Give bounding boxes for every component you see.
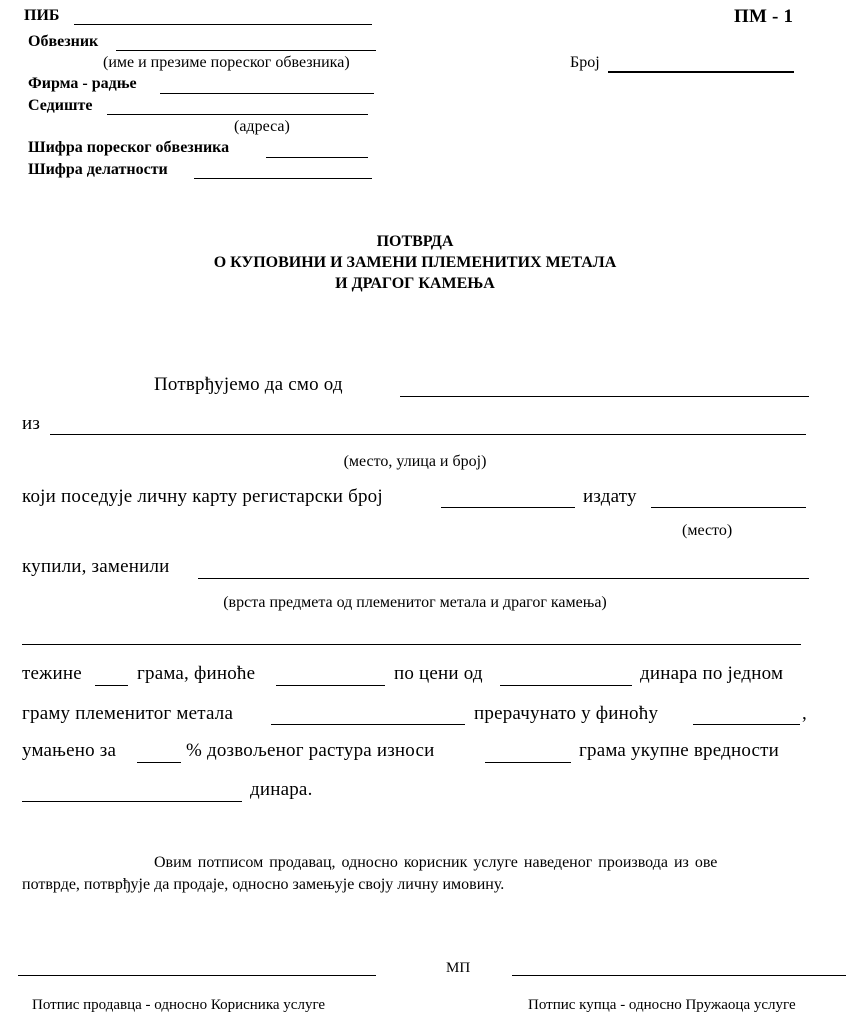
sediste-label: Седиште	[28, 97, 93, 114]
sifra-delatnosti-label: Шифра делатности	[28, 161, 168, 178]
mesto-hint: (место)	[682, 522, 733, 539]
adresa-hint: (адреса)	[234, 118, 290, 135]
obveznik-hint: (име и презиме пореског обвезника)	[103, 54, 350, 71]
weight-field-line[interactable]	[95, 685, 128, 686]
declaration-line2: потврде, потврђује да продаје, односно замењује своју личну имовину.	[22, 876, 505, 893]
firma-label: Фирма - радње	[28, 75, 137, 92]
seller-name-field-line[interactable]	[400, 396, 809, 397]
izdatu-text: издату	[583, 486, 637, 507]
fineness-field-line[interactable]	[276, 685, 385, 686]
comma-text: ,	[802, 703, 807, 724]
broj-field-line[interactable]	[608, 71, 794, 73]
seller-signature-line[interactable]	[18, 975, 376, 976]
mp-label: МП	[446, 960, 471, 976]
percent-text: % дозвољеног растура износи	[186, 740, 435, 761]
seller-signature-label: Потпис продавца - односно Корисника услуге	[32, 997, 326, 1013]
amount-grams-field-line[interactable]	[485, 762, 571, 763]
licna-karta-text: који поседује личну карту регистарски број	[22, 486, 383, 507]
document-title-line2: О КУПОВИНИ И ЗАМЕНИ ПЛЕМЕНИТИХ МЕТАЛА	[213, 254, 617, 271]
total-value-field-line[interactable]	[22, 801, 242, 802]
item-type-field-line-2[interactable]	[22, 644, 801, 645]
confirm-text: Потврђујемо да смо од	[154, 374, 343, 395]
mesto-ulica-hint: (место, улица и број)	[343, 453, 487, 470]
tezine-text: тежине	[22, 663, 82, 684]
preracunato-text: прерачунато у финоћу	[474, 703, 659, 724]
document-title-line3: И ДРАГОГ КАМЕЊА	[335, 275, 495, 292]
pib-field-line[interactable]	[74, 24, 372, 25]
dinara-po-jednom-text: динара по једном	[640, 663, 784, 684]
firma-field-line[interactable]	[160, 93, 374, 94]
item-type-field-line[interactable]	[198, 578, 809, 579]
address-field-line[interactable]	[50, 434, 806, 435]
obveznik-label: Обвезник	[28, 33, 99, 50]
converted-fineness-field-line[interactable]	[693, 724, 800, 725]
document-title-line1: ПОТВРДА	[376, 233, 454, 250]
declaration-line1: Овим потписом продавац, односно корисник услуге наведеног производа из ове	[154, 854, 718, 871]
obveznik-field-line[interactable]	[116, 50, 376, 51]
sifra-obveznika-field-line[interactable]	[266, 157, 368, 158]
grama-ukupne-text: грама укупне вредности	[579, 740, 780, 761]
umanjeno-text: умањено за	[22, 740, 117, 761]
sifra-obveznika-label: Шифра пореског обвезника	[28, 139, 230, 156]
percent-field-line[interactable]	[137, 762, 181, 763]
price-field-line[interactable]	[500, 685, 632, 686]
broj-label: Број	[570, 54, 600, 71]
grama-finoce-text: грама, финоће	[137, 663, 256, 684]
kupili-text: купили, заменили	[22, 556, 170, 577]
issued-place-field-line[interactable]	[651, 507, 806, 508]
dinara-text: динара.	[250, 779, 313, 800]
gramu-text: граму племенитог метала	[22, 703, 234, 724]
precious-metal-field-line[interactable]	[271, 724, 465, 725]
sediste-field-line[interactable]	[107, 114, 368, 115]
po-ceni-text: по цени од	[394, 663, 483, 684]
sifra-delatnosti-field-line[interactable]	[194, 178, 372, 179]
vrsta-hint: (врста предмета од племенитог метала и драгог камења)	[223, 594, 607, 611]
form-code: ПМ - 1	[734, 6, 794, 27]
iz-label: из	[22, 413, 41, 434]
pib-label: ПИБ	[24, 7, 60, 24]
buyer-signature-line[interactable]	[512, 975, 846, 976]
id-number-field-line[interactable]	[441, 507, 575, 508]
buyer-signature-label: Потпис купца - односно Пружаоца услуге	[528, 997, 796, 1013]
